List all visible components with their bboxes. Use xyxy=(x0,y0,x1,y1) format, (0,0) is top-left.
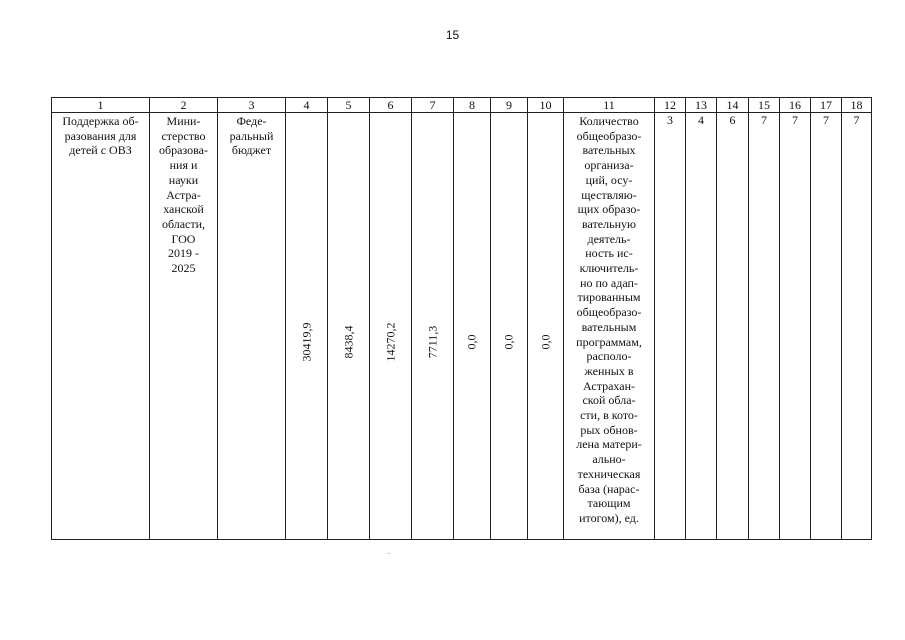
scan-speck xyxy=(388,553,390,554)
indicator-line: ской обла- xyxy=(582,393,636,408)
indicator-line: ключитель- xyxy=(579,261,639,276)
executor-line: ГОО xyxy=(171,231,196,246)
executor-line: образова- xyxy=(159,143,208,158)
measure-name-line: детей с ОВЗ xyxy=(69,143,132,158)
indicator-line: ций, осу- xyxy=(585,172,633,187)
col-header-16: 16 xyxy=(780,98,811,113)
funding-source-line: Феде- xyxy=(236,114,267,128)
col-header-8: 8 xyxy=(454,98,491,113)
amount-col6-cell xyxy=(370,113,412,540)
target-value-cell: 4 xyxy=(686,113,717,540)
indicator-line: вательную xyxy=(582,216,636,231)
funding-source-line: ральный xyxy=(229,128,274,143)
executor-line: 2019 - xyxy=(168,246,199,261)
amount-col9-value: 0,0 xyxy=(501,334,516,350)
target-value-cell: 7 xyxy=(811,113,842,540)
program-table xyxy=(51,97,872,540)
col-header-4: 4 xyxy=(286,98,328,113)
amount-col5-cell xyxy=(328,113,370,540)
col-header-5: 5 xyxy=(328,98,370,113)
amount-col10-cell xyxy=(528,113,564,540)
target-value-cell: 3 xyxy=(655,113,686,540)
indicator-line: ально- xyxy=(592,452,626,467)
column-number-row xyxy=(52,98,872,113)
indicator-line: вательных xyxy=(582,143,636,158)
indicator-line: деятель- xyxy=(587,231,631,246)
indicator-line: итогом), ед. xyxy=(579,510,639,525)
executor-line: ханской xyxy=(163,202,204,217)
amount-col5-value: 8438,4 xyxy=(341,325,356,359)
executor-line: ния и xyxy=(169,158,198,173)
amount-col8-cell xyxy=(454,113,491,540)
indicator-line: программам, xyxy=(576,334,642,349)
indicator-line: общеобразо- xyxy=(576,305,642,320)
executor-line: стерство xyxy=(161,128,206,143)
indicator-line: но по адап- xyxy=(580,275,638,290)
indicator-line: лена матери- xyxy=(576,437,642,452)
indicator-line: располо- xyxy=(586,349,632,364)
executor-line: Мини- xyxy=(166,114,201,128)
indicator-line: сти, в кото- xyxy=(580,408,638,423)
col-header-17: 17 xyxy=(811,98,842,113)
indicator-line: женных в xyxy=(584,363,634,378)
executor-line: науки xyxy=(168,172,199,187)
amount-col8-value: 0,0 xyxy=(464,334,479,350)
amount-total-cell xyxy=(286,113,328,540)
amount-col9-cell xyxy=(491,113,528,540)
col-header-1: 1 xyxy=(52,98,150,113)
col-header-3: 3 xyxy=(218,98,286,113)
col-header-12: 12 xyxy=(655,98,686,113)
target-value-cell: 6 xyxy=(717,113,749,540)
col-header-7: 7 xyxy=(412,98,454,113)
amount-col6-value: 14270,2 xyxy=(383,322,398,362)
target-value-cell: 7 xyxy=(842,113,872,540)
funding-source-cell xyxy=(218,113,286,540)
indicator-line: организа- xyxy=(584,158,634,173)
col-header-15: 15 xyxy=(749,98,780,113)
amount-col7-value: 7711,3 xyxy=(425,325,440,359)
indicator-line: щих образо- xyxy=(577,202,641,217)
measure-name-cell xyxy=(52,113,150,540)
funding-source-line: бюджет xyxy=(231,143,272,158)
executor-line: 2025 xyxy=(171,261,196,276)
col-header-13: 13 xyxy=(686,98,717,113)
indicator-line: ность ис- xyxy=(585,246,633,261)
indicator-line: вательным xyxy=(581,319,637,334)
executor-cell xyxy=(150,113,218,540)
indicator-line: Количество xyxy=(579,114,639,128)
indicator-line: техническая xyxy=(577,466,641,481)
col-header-9: 9 xyxy=(491,98,528,113)
indicator-line: ществляю- xyxy=(581,187,637,202)
indicator-line: Астрахан- xyxy=(583,378,635,393)
page-number: 15 xyxy=(445,28,460,42)
amount-total-value: 30419,9 xyxy=(299,322,314,362)
executor-line: Астра- xyxy=(166,187,201,202)
col-header-18: 18 xyxy=(842,98,872,113)
amount-col10-value: 0,0 xyxy=(538,334,553,350)
col-header-10: 10 xyxy=(528,98,564,113)
measure-name-line: Поддержка об- xyxy=(62,114,139,128)
measure-name-line: разования для xyxy=(64,128,137,143)
target-value-cell: 7 xyxy=(749,113,780,540)
indicator-cell xyxy=(564,113,655,540)
col-header-2: 2 xyxy=(150,98,218,113)
table-row xyxy=(52,113,872,540)
indicator-line: рых обнов- xyxy=(580,422,638,437)
target-value-cell: 7 xyxy=(780,113,811,540)
indicator-line: общеобразо- xyxy=(576,128,642,143)
col-header-6: 6 xyxy=(370,98,412,113)
amount-col7-cell xyxy=(412,113,454,540)
col-header-14: 14 xyxy=(717,98,749,113)
executor-line: области, xyxy=(161,216,206,231)
indicator-line: тающим xyxy=(587,496,631,511)
indicator-line: база (нарас- xyxy=(578,481,640,496)
indicator-line: тированным xyxy=(577,290,641,305)
col-header-11: 11 xyxy=(564,98,655,113)
